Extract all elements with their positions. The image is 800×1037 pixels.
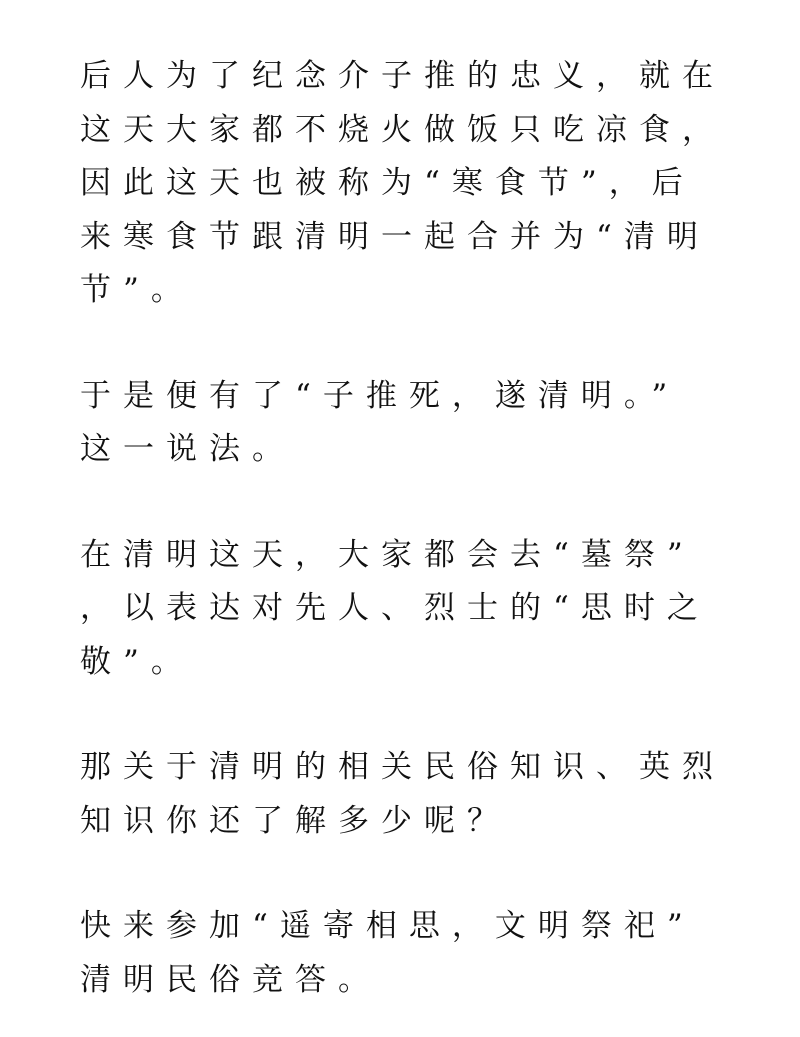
paragraph-cold-food-festival: 后人为了纪念介子推的忠义，就在 这天大家都不烧火做饭只吃凉食， 因此这天也被称为“寒食节”，后 来寒食节跟清明一起合并为“清明 节”。 — [80, 58, 725, 308]
paragraph-question: 那关于清明的相关民俗知识、英烈 知识你还了解多少呢？ — [80, 749, 725, 839]
document-body — [80, 50, 725, 1007]
paragraph-quiz-invite: 快来参加“遥寄相思，文明祭祀” 清明民俗竞答。 — [80, 908, 695, 998]
paragraph-saying: 于是便有了“子推死，遂清明。” 这一说法。 — [80, 377, 680, 467]
paragraph-tomb-sweeping: 在清明这天，大家都会去“墓祭” ，以表达对先人、烈士的“思时之 敬”。 — [80, 536, 710, 680]
